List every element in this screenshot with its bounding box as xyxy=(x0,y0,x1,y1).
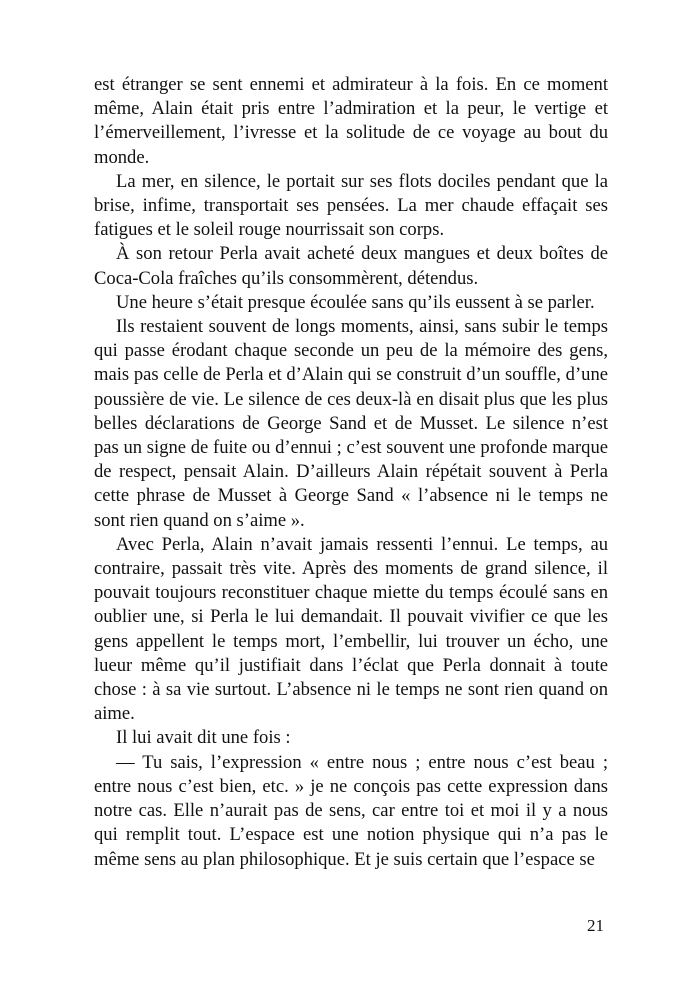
paragraph-hour-passed: Une heure s’était presque écoulée sans qu’ils eussent à se parler. xyxy=(116,291,595,313)
paragraph-continuation: est étranger se sent ennemi et admirateur à la fois. En ce moment même, Alain était pris entre l’admiration et la peur, le vertige et l’émerveillement, l’ivresse et la solitude de ce voyage au bout du monde. xyxy=(94,74,608,168)
paragraph-said-once: Il lui avait dit une fois : xyxy=(116,727,291,749)
page-number: 21 xyxy=(587,916,604,935)
paragraph-never-bored: Avec Perla, Alain n’avait jamais ressenti l’ennui. Le temps, au contraire, passait très vite. Après des moments de grand silence, il pouvait toujours reconstituer chaque miette du temps écoulé sans en oublier une, si Perla le lui demandait. Il pouvait vivifier ce que les gens appellent le temps mort, l’embellir, lui trouver un écho, une lueur même qu’il justifiait dans l’éclat que Perla donnait à toute chose : à sa vie surtout. L’absence ni le temps ne sont rien quand on aime. xyxy=(94,533,608,725)
body-text xyxy=(94,73,608,872)
paragraph-perla-return: À son retour Perla avait acheté deux mangues et deux boîtes de Coca-Cola fraîches qu’ils consommèrent, détendus. xyxy=(94,243,608,289)
paragraph-sea: La mer, en silence, le portait sur ses flots dociles pendant que la brise, infime, transportait ses pensées. La mer chaude effaçait ses fatigues et le soleil rouge nourrissait son corps. xyxy=(94,170,608,241)
paragraph-dialogue: — Tu sais, l’expression « entre nous ; entre nous c’est beau ; entre nous c’est bien, etc. » je ne conçois pas cette expression dans notre cas. Elle n’aurait pas de sens, car entre toi et moi il y a nous qui remplit tout. L’espace est une notion physique qui n’a pas le même sens au plan philosophique. Et je suis certain que l’espace se xyxy=(94,751,608,870)
paragraph-long-moments: Ils restaient souvent de longs moments, ainsi, sans subir le temps qui passe érodant chaque seconde un peu de la mémoire des gens, mais pas celle de Perla et d’Alain qui se construit d’un souffle, d’une poussière de vie. Le silence de ces deux-là en disait plus que les plus belles déclarations de George Sand et de Musset. Le silence n’est pas un signe de fuite ou d’ennui ; c’est souvent une profonde marque de respect, pensait Alain. D’ailleurs Alain répétait souvent à Perla cette phrase de Musset à George Sand « l’absence ni le temps ne sont rien quand on s’aime ». xyxy=(94,316,608,531)
